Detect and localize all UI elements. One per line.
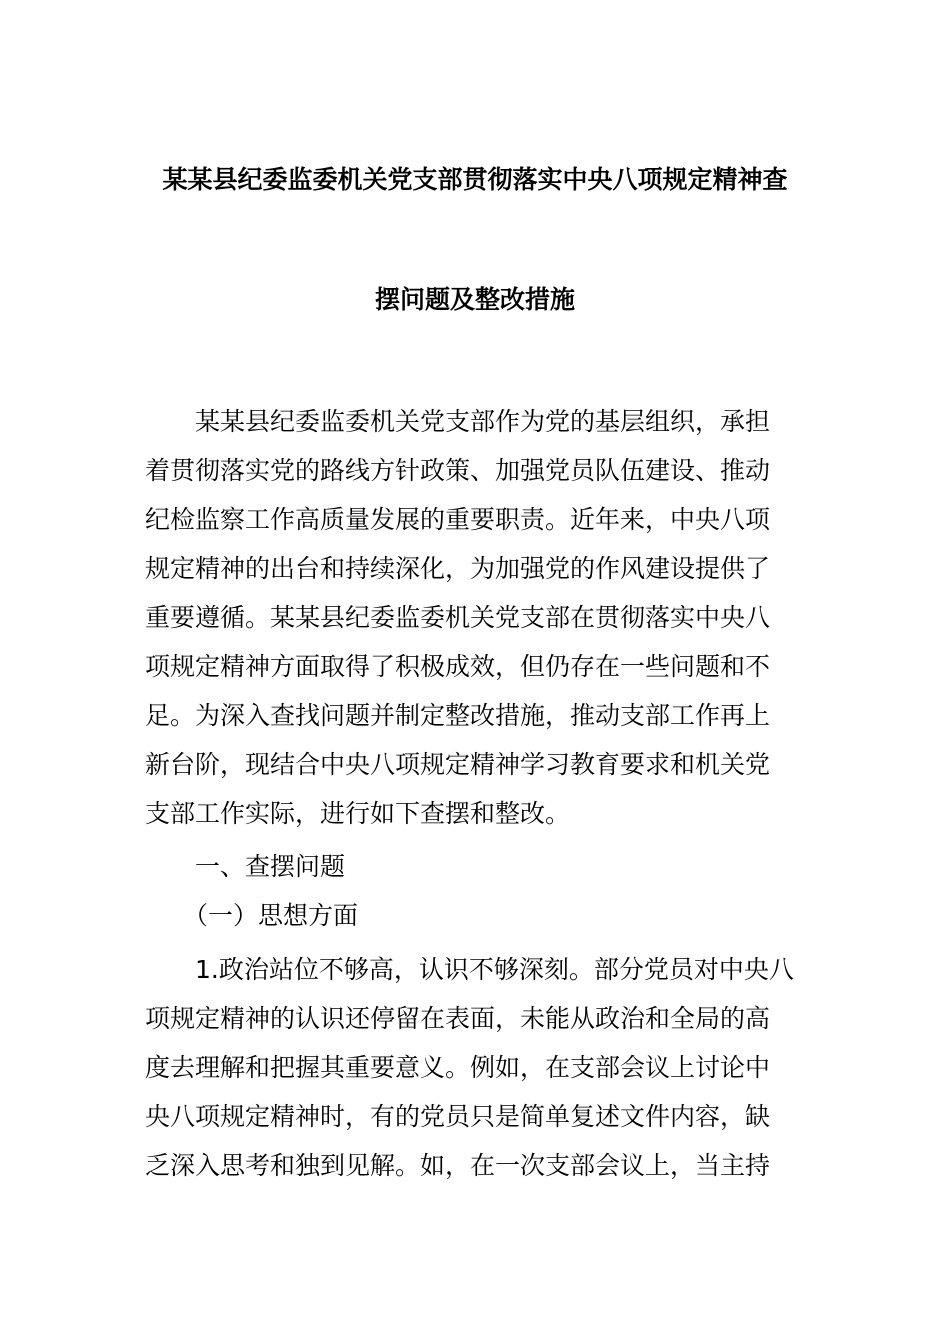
- body-line-16: 乏深入思考和独到见解。如，在一次支部会议上，当主持: [145, 1151, 771, 1180]
- body-line-4: 规定精神的出台和持续深化，为加强党的作风建设提供了: [145, 554, 771, 583]
- body-line-7: 足。为深入查找问题并制定整改措施，推动支部工作再上: [145, 701, 771, 730]
- body-line-3: 纪检监察工作高质量发展的重要职责。近年来，中央八项: [145, 505, 771, 534]
- body-line-6: 项规定精神方面取得了积极成效，但仍存在一些问题和不: [145, 652, 771, 681]
- document-title-line-1: 某某县纪委监委机关党支部贯彻落实中央八项规定精神查: [162, 165, 788, 194]
- body-line-5: 重要遵循。某某县纪委监委机关党支部在贯彻落实中央八: [145, 603, 771, 632]
- subsection-heading-1: （一）思想方面: [183, 901, 359, 930]
- body-line-1: 某某县纪委监委机关党支部作为党的基层组织，承担: [195, 407, 771, 436]
- body-line-9: 支部工作实际，进行如下查摆和整改。: [145, 799, 571, 828]
- body-line-8: 新台阶，现结合中央八项规定精神学习教育要求和机关党: [145, 750, 771, 779]
- section-heading-1: 一、查摆问题: [195, 852, 346, 881]
- body-line-13: 项规定精神的认识还停留在表面，未能从政治和全局的高: [145, 1004, 771, 1033]
- body-line-15: 央八项规定精神时，有的党员只是简单复述文件内容，缺: [145, 1102, 771, 1131]
- body-line-12: 1.政治站位不够高，认识不够深刻。部分党员对中央八: [195, 955, 794, 984]
- document-title-line-2: 摆问题及整改措施: [374, 285, 575, 314]
- body-line-14: 度去理解和把握其重要意义。例如，在支部会议上讨论中: [145, 1053, 771, 1082]
- body-line-2: 着贯彻落实党的路线方针政策、加强党员队伍建设、推动: [145, 456, 771, 485]
